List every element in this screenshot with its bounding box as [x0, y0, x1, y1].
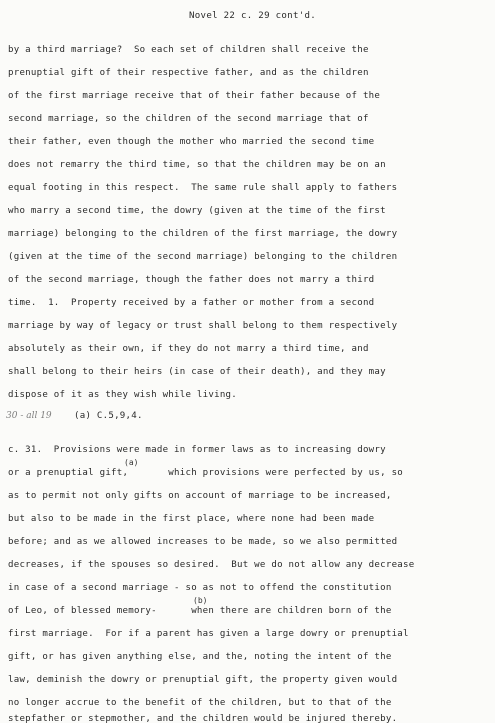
text-line: equal footing in this respect. The same rule shall apply to fathers: [8, 183, 398, 193]
page-header: Novel 22 c. 29 cont'd.: [189, 11, 317, 21]
text-line: time. 1. Property received by a father or mother from a second: [8, 298, 375, 308]
footnote-marker-b: (b): [193, 596, 208, 605]
text-line: or a prenuptial gift, which provisions were perfected by us, so: [8, 468, 404, 478]
text-line: no longer accrue to the benefit of the children, but to that of the: [8, 698, 392, 708]
text-line: decreases, if the spouses so desired. But we do not allow any decrease: [8, 560, 415, 570]
footnote-marker-a: (a): [124, 458, 139, 467]
text-line: marriage by way of legacy or trust shall belong to them respectively: [8, 321, 398, 331]
text-line: as to permit not only gifts on account of marriage to be increased,: [8, 491, 392, 501]
text-line: prenuptial gift of their respective father, and as the children: [8, 68, 369, 78]
text-line: law, deminish the dowry or prenuptial gift, the property given would: [8, 675, 398, 685]
text-line: second marriage, so the children of the second marriage that of: [8, 114, 369, 124]
text-line: who marry a second time, the dowry (given at the time of the first: [8, 206, 386, 216]
text-line: marriage) belonging to the children of the first marriage, the dowry: [8, 229, 398, 239]
text-line: by a third marriage? So each set of children shall receive the: [8, 45, 369, 55]
text-line: of the second marriage, though the father does not marry a third: [8, 275, 375, 285]
footnote-reference: (a) C.5,9,4.: [74, 411, 143, 421]
text-line: gift, or has given anything else, and the, noting the intent of the: [8, 652, 392, 662]
text-line: of the first marriage receive that of their father because of the: [8, 91, 381, 101]
text-line: absolutely as their own, if they do not marry a third time, and: [8, 344, 369, 354]
text-line: first marriage. For if a parent has given a large dowry or prenuptial: [8, 629, 409, 639]
text-line: (given at the time of the second marriage) belonging to the children: [8, 252, 398, 262]
text-line: before; and as we allowed increases to be made, so we also permitted: [8, 537, 398, 547]
text-line: does not remarry the third time, so that the children may be on an: [8, 160, 386, 170]
text-line: in case of a second marriage - so as not to offend the constitution: [8, 583, 392, 593]
text-line: of Leo, of blessed memory- when there are children born of the: [8, 606, 392, 616]
text-line: shall belong to their heirs (in case of their death), and they may: [8, 367, 386, 377]
handwritten-margin-note: 30 - all 19: [6, 411, 52, 421]
text-line: but also to be made in the first place, where none had been made: [8, 514, 375, 524]
text-line: their father, even though the mother who married the second time: [8, 137, 375, 147]
text-line: c. 31. Provisions were made in former laws as to increasing dowry: [8, 445, 386, 455]
text-line: dispose of it as they wish while living.: [8, 390, 237, 400]
text-line: stepfather or stepmother, and the children would be injured thereby.: [8, 714, 398, 724]
